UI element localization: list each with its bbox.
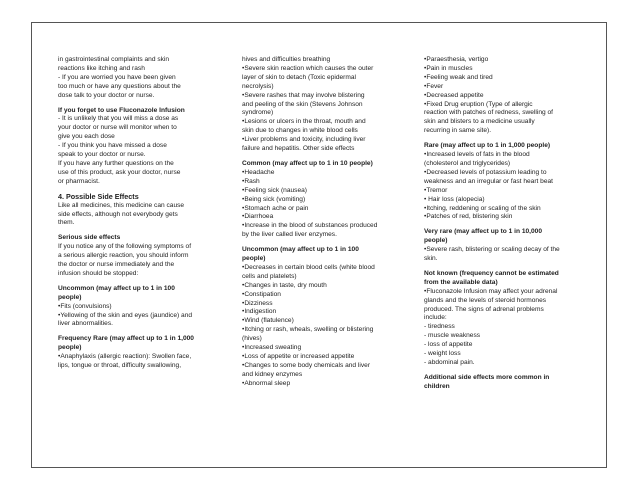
list-item: • Decreased levels of potassium leading to: [424, 169, 584, 178]
serious-side-effects-heading: Serious side effects: [58, 234, 121, 242]
list-item: • Wind (flatulence): [242, 317, 394, 326]
not-known-heading: Not known (frequency cannot be estimated: [424, 269, 559, 277]
children-heading: children: [424, 382, 450, 390]
text-line: use of this product, ask your doctor, nurse: [58, 168, 181, 176]
list-item: • Constipation: [242, 291, 394, 300]
list-item: • Hair loss (alopecia): [424, 196, 584, 205]
text-line: skin and blisters to a medicine usually: [424, 118, 535, 126]
text-line: them.: [58, 219, 75, 227]
text-line: infusion should be stopped:: [58, 269, 139, 277]
text-line: your doctor or nurse will monitor when to: [58, 124, 177, 132]
section-heading-side-effects: 4. Possible Side Effects: [58, 191, 139, 201]
text-line: layer of skin to detach (Toxic epidermal: [242, 73, 356, 81]
list-item: • Indigestion: [242, 308, 394, 317]
text-line: - If you think you have missed a dose: [58, 142, 167, 150]
list-item: • Rash: [242, 178, 394, 187]
text-line: by the liver called liver enzymes.: [242, 231, 337, 239]
text-line: dose talk to your doctor or nurse.: [58, 91, 155, 99]
text-line: weakness and an irregular or fast heart beat: [424, 177, 554, 185]
text-line: hives and difficulties breathing: [242, 56, 331, 63]
forgot-dose-heading: If you forget to use Fluconazole Infusion: [58, 106, 185, 114]
list-item: • Yellowing of the skin and eyes (jaundice) and: [58, 312, 208, 321]
list-item: • Abnormal sleep: [242, 380, 394, 389]
list-item: • Fluconazole Infusion may affect your adrenal: [424, 288, 584, 297]
text-line: syndrome): [242, 109, 274, 117]
list-item: • Changes in taste, dry mouth: [242, 282, 394, 291]
text-line: reactions like itching and rash: [58, 64, 145, 72]
list-item: • Increased sweating: [242, 344, 394, 353]
text-line: skin.: [424, 255, 438, 263]
text-line: skin due to changes in white blood cells: [242, 127, 358, 135]
rare-heading: Frequency Rare (may affect up to 1 in 1,000: [58, 335, 194, 343]
text-line: the doctor or nurse immediately and the: [58, 261, 175, 269]
list-item: • Headache: [242, 169, 394, 178]
text-line: - weight loss: [424, 350, 461, 358]
column-middle: [242, 56, 394, 389]
list-item: • Itching, reddening or scaling of the skin: [424, 205, 584, 214]
list-item: • Liver problems and toxicity, including liver: [242, 136, 394, 145]
text-line: and peeling of the skin (Stevens Johnson: [242, 100, 363, 108]
text-line: - loss of appetite: [424, 341, 473, 349]
list-item: • Increase in the blood of substances produced: [242, 222, 394, 231]
list-item: • Severe rashes that may involve blistering: [242, 92, 394, 101]
text-line: failure and hepatitis. Other side effects: [242, 145, 355, 153]
list-item: • Patches of red, blistering skin: [424, 213, 584, 222]
text-line: cells and platelets): [242, 272, 297, 280]
text-line: Like all medicines, this medicine can cause: [58, 201, 185, 209]
list-item: • Fixed Drug eruption (Type of allergic: [424, 101, 584, 110]
text-line: side effects, although not everybody gets: [58, 210, 178, 218]
text-line: produced. The signs of adrenal problems: [424, 305, 544, 313]
not-known-heading: from the available data): [424, 278, 498, 286]
text-line: (cholesterol and triglycerides): [424, 159, 511, 167]
text-line: in gastrointestinal complaints and skin: [58, 56, 170, 63]
text-line: and kidney enzymes: [242, 370, 303, 378]
list-item: • Increased levels of fats in the blood: [424, 151, 584, 160]
list-item: • Decreased appetite: [424, 92, 584, 101]
text-line: lips, tongue or throat, difficulty swallowing,: [58, 362, 182, 370]
text-line: include:: [424, 314, 447, 322]
uncommon-heading: people): [242, 255, 266, 263]
list-item: • Pain in muscles: [424, 65, 584, 74]
text-line: a serious allergic reaction, you should inform: [58, 252, 189, 260]
list-item: • Paraesthesia, vertigo: [424, 56, 584, 65]
text-line: - If you are worried you have been given: [58, 73, 176, 81]
uncommon-heading: Uncommon (may affect up to 1 in 100: [58, 284, 175, 292]
uncommon-heading: people): [58, 293, 82, 301]
list-item: • Lesions or ulcers in the throat, mouth and: [242, 118, 394, 127]
list-item: • Itching or rash, wheals, swelling or blistering: [242, 326, 394, 335]
text-line: necrolysis): [242, 82, 274, 90]
list-item: • Stomach ache or pain: [242, 205, 394, 214]
rare-heading: people): [58, 344, 82, 352]
text-line: reaction with patches of redness, swelling of: [424, 109, 554, 117]
list-item: • Feeling weak and tired: [424, 74, 584, 83]
column-left: [58, 56, 208, 371]
text-line: (hives): [242, 335, 262, 343]
very-rare-heading: people): [424, 237, 448, 245]
text-line: If you have any further questions on the: [58, 159, 174, 167]
list-item: • Anaphylaxis (allergic reaction): Swollen face,: [58, 353, 208, 362]
text-line: - muscle weakness: [424, 332, 481, 340]
text-line: too much or have any questions about the: [58, 82, 181, 90]
list-item: • Severe rash, blistering or scaling decay of the: [424, 246, 584, 255]
list-item: • Being sick (vomiting): [242, 196, 394, 205]
very-rare-heading: Very rare (may affect up to 1 in 10,000: [424, 228, 543, 236]
text-line: speak to your doctor or nurse.: [58, 151, 146, 159]
list-item: • Fits (convulsions): [58, 303, 208, 312]
list-item: • Changes to some body chemicals and liver: [242, 362, 394, 371]
common-heading: Common (may affect up to 1 in 10 people): [242, 159, 373, 167]
text-line: glands and the levels of steroid hormones: [424, 296, 547, 304]
list-item: • Severe skin reaction which causes the outer: [242, 65, 394, 74]
list-item: • Fever: [424, 83, 584, 92]
text-line: If you notice any of the following symptoms of: [58, 243, 192, 251]
list-item: • Feeling sick (nausea): [242, 187, 394, 196]
text-line: - abdominal pain.: [424, 359, 475, 366]
text-line: recurring in same site).: [424, 127, 492, 135]
list-item: • Loss of appetite or increased appetite: [242, 353, 394, 362]
text-line: liver abnormalities.: [58, 320, 113, 328]
text-line: or pharmacist.: [58, 177, 100, 185]
children-heading: Additional side effects more common in: [424, 373, 550, 381]
uncommon-heading: Uncommon (may affect up to 1 in 100: [242, 246, 359, 254]
list-item: • Dizziness: [242, 300, 394, 309]
text-line: give you each dose: [58, 133, 115, 141]
list-item: • Diarrhoea: [242, 213, 394, 222]
list-item: • Decreases in certain blood cells (white blood: [242, 264, 394, 273]
text-line: - tiredness: [424, 323, 455, 331]
rare-heading: Rare (may affect up to 1 in 1,000 people): [424, 142, 551, 150]
text-line: - It is unlikely that you will miss a dose as: [58, 115, 179, 123]
list-item: • Tremor: [424, 187, 584, 196]
column-right: [424, 56, 584, 392]
